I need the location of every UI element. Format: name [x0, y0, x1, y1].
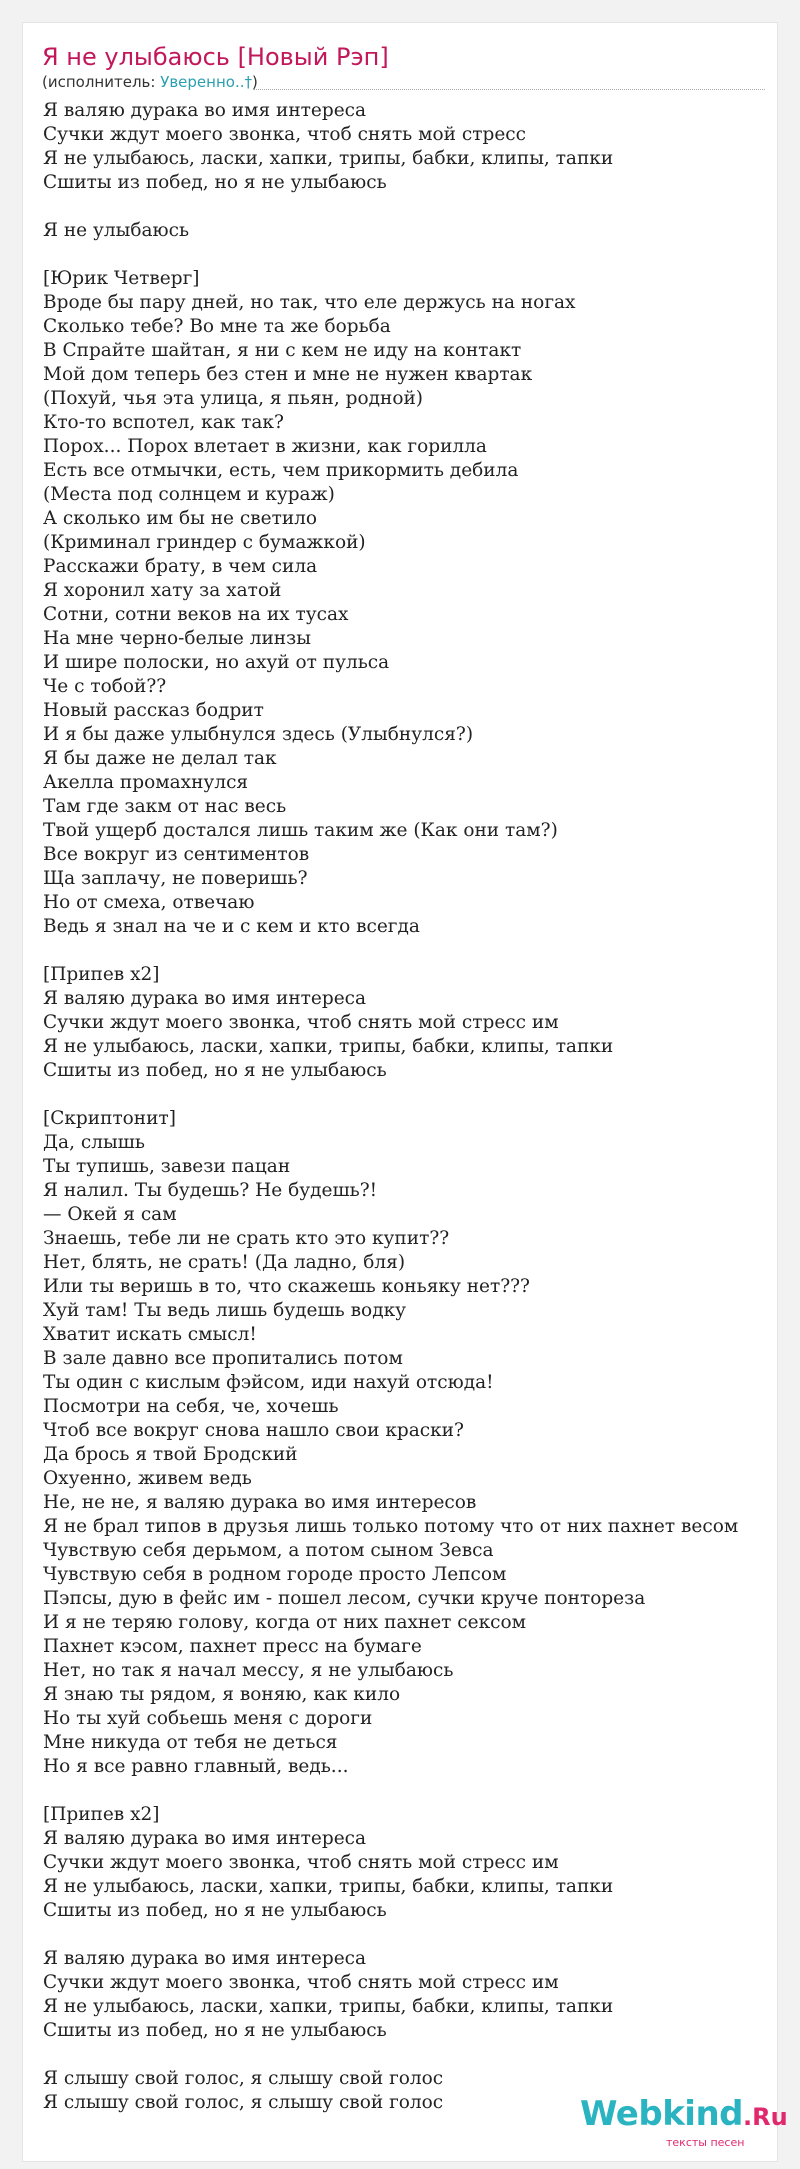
- lyric-line: Расскажи брату, в чем сила: [43, 556, 318, 577]
- lyric-line: Порох... Порох влетает в жизни, как горилла: [43, 436, 487, 457]
- lyric-line: Охуенно, живем ведь: [43, 1468, 252, 1489]
- lyrics-body: [43, 99, 773, 2115]
- lyric-line: Сшиты из побед, но я не улыбаюсь: [43, 1900, 387, 1921]
- lyric-line: Хуй там! Ты ведь лишь будешь водку: [43, 1300, 407, 1321]
- lyric-line: Вроде бы пару дней, но так, что еле держусь на ногах: [43, 292, 576, 313]
- lyric-line: Все вокруг из сентиментов: [43, 844, 310, 865]
- lyric-line: Сотни, сотни веков на их тусах: [43, 604, 349, 625]
- song-title: Я не улыбаюсь [Новый Рэп]: [42, 43, 389, 71]
- lyric-line: Ща заплачу, не поверишь?: [43, 868, 308, 889]
- lyric-line: И шире полоски, но ахуй от пульса: [43, 652, 390, 673]
- lyric-line: Сучки ждут моего звонка, чтоб снять мой стресс: [43, 124, 526, 145]
- lyric-line: Новый рассказ бодрит: [43, 700, 264, 721]
- lyric-line: Есть все отмычки, есть, чем прикормить дебила: [43, 460, 519, 481]
- lyric-line: Я слышу свой голос, я слышу свой голос: [43, 2068, 444, 2089]
- logo-main-text: Webkind: [580, 2094, 743, 2134]
- lyric-line: А сколько им бы не светило: [43, 508, 318, 529]
- lyric-line: Я валяю дурака во имя интереса: [43, 100, 367, 121]
- stanza-break: [43, 1083, 773, 1107]
- lyric-line: [Скриптонит]: [43, 1108, 176, 1129]
- lyric-line: Я не улыбаюсь, ласки, хапки, трипы, бабки, клипы, тапки: [43, 1996, 614, 2017]
- lyric-line: Сучки ждут моего звонка, чтоб снять мой стресс им: [43, 1012, 559, 1033]
- lyric-line: Я валяю дурака во имя интереса: [43, 1828, 367, 1849]
- lyric-line: Сшиты из побед, но я не улыбаюсь: [43, 1060, 387, 1081]
- lyric-line: Акелла промахнулся: [43, 772, 249, 793]
- lyric-line: Чувствую себя дерьмом, а потом сыном Зевса: [43, 1540, 494, 1561]
- artist-prefix: (исполнитель:: [42, 73, 161, 91]
- lyric-line: Кто-то вспотел, как так?: [43, 412, 284, 433]
- logo-tagline: тексты песен: [666, 2136, 745, 2149]
- lyric-line: Я бы даже не делал так: [43, 748, 277, 769]
- lyric-line: Хватит искать смысл!: [43, 1324, 257, 1345]
- lyric-line: Я слышу свой голос, я слышу свой голос: [43, 2092, 444, 2113]
- lyric-line: Знаешь, тебе ли не срать кто это купит??: [43, 1228, 450, 1249]
- lyric-line: Пэпсы, дую в фейс им - пошел лесом, сучки круче понтореза: [43, 1588, 646, 1609]
- lyric-line: И я бы даже улыбнулся здесь (Улыбнулся?): [43, 724, 474, 745]
- lyric-line: Я не брал типов в друзья лишь только потому что от них пахнет весом: [43, 1516, 739, 1537]
- lyric-line: Или ты веришь в то, что скажешь коньяку нет???: [43, 1276, 530, 1297]
- lyric-line: — Окей я сам: [43, 1204, 177, 1225]
- lyric-line: Но от смеха, отвечаю: [43, 892, 255, 913]
- lyric-line: Сучки ждут моего звонка, чтоб снять мой стресс им: [43, 1972, 559, 1993]
- lyric-line: Мой дом теперь без стен и мне не нужен квартак: [43, 364, 533, 385]
- stanza-break: [43, 195, 773, 219]
- lyric-line: Там где закм от нас весь: [43, 796, 287, 817]
- lyric-line: Я не улыбаюсь, ласки, хапки, трипы, бабки, клипы, тапки: [43, 148, 614, 169]
- lyric-line: [Припев x2]: [43, 1804, 160, 1825]
- dotted-divider: [253, 89, 765, 90]
- lyric-line: В зале давно все пропитались потом: [43, 1348, 403, 1369]
- lyric-line: Ты тупишь, завези пацан: [43, 1156, 291, 1177]
- lyric-line: Чувствую себя в родном городе просто Лепсом: [43, 1564, 507, 1585]
- lyric-line: Я валяю дурака во имя интереса: [43, 988, 367, 1009]
- lyric-line: Я налил. Ты будешь? Не будешь?!: [43, 1180, 378, 1201]
- stanza-break: [43, 1923, 773, 1947]
- lyric-line: Я не улыбаюсь: [43, 220, 190, 241]
- lyric-line: Я валяю дурака во имя интереса: [43, 1948, 367, 1969]
- lyric-line: Посмотри на себя, че, хочешь: [43, 1396, 339, 1417]
- lyric-line: Я хоронил хату за хатой: [43, 580, 282, 601]
- lyric-line: На мне черно-белые линзы: [43, 628, 311, 649]
- lyric-line: Сколько тебе? Во мне та же борьба: [43, 316, 391, 337]
- lyrics-card: [22, 22, 778, 2162]
- lyric-line: Нет, но так я начал мессу, я не улыбаюсь: [43, 1660, 454, 1681]
- lyric-line: Твой ущерб достался лишь таким же (Как они там?): [43, 820, 558, 841]
- logo-tld-text: .Ru: [743, 2103, 788, 2131]
- artist-line: [42, 73, 258, 91]
- artist-suffix: ): [252, 73, 258, 91]
- lyric-line: Я знаю ты рядом, я воняю, как кило: [43, 1684, 401, 1705]
- artist-link[interactable]: Уверенно..†: [160, 73, 252, 91]
- lyric-line: Пахнет кэсом, пахнет пресс на бумаге: [43, 1636, 422, 1657]
- stanza-break: [43, 2043, 773, 2067]
- lyric-line: Сшиты из побед, но я не улыбаюсь: [43, 2020, 387, 2041]
- lyric-line: В Спрайте шайтан, я ни с кем не иду на контакт: [43, 340, 522, 361]
- stanza-break: [43, 243, 773, 267]
- lyric-line: Да брось я твой Бродский: [43, 1444, 298, 1465]
- lyric-line: Не, не не, я валяю дурака во имя интересов: [43, 1492, 477, 1513]
- stanza-break: [43, 1779, 773, 1803]
- lyric-line: И я не теряю голову, когда от них пахнет сексом: [43, 1612, 527, 1633]
- lyric-line: Я не улыбаюсь, ласки, хапки, трипы, бабки, клипы, тапки: [43, 1876, 614, 1897]
- lyric-line: Нет, блять, не срать! (Да ладно, бля): [43, 1252, 406, 1273]
- lyric-line: [Юрик Четверг]: [43, 268, 200, 289]
- lyric-line: Но ты хуй собьешь меня с дороги: [43, 1708, 373, 1729]
- lyric-line: Да, слышь: [43, 1132, 145, 1153]
- lyric-line: (Похуй, чья эта улица, я пьян, родной): [43, 388, 424, 409]
- lyric-line: Ты один с кислым фэйсом, иди нахуй отсюда!: [43, 1372, 494, 1393]
- lyric-line: (Криминал гриндер с бумажкой): [43, 532, 366, 553]
- lyric-line: Я не улыбаюсь, ласки, хапки, трипы, бабки, клипы, тапки: [43, 1036, 614, 1057]
- webkind-logo[interactable]: [580, 2094, 788, 2149]
- lyric-line: Ведь я знал на че и с кем и кто всегда: [43, 916, 420, 937]
- lyric-line: [Припев x2]: [43, 964, 160, 985]
- stanza-break: [43, 939, 773, 963]
- lyric-line: Чтоб все вокруг снова нашло свои краски?: [43, 1420, 464, 1441]
- lyric-line: (Места под солнцем и кураж): [43, 484, 335, 505]
- lyric-line: Че с тобой??: [43, 676, 167, 697]
- lyric-line: Сшиты из побед, но я не улыбаюсь: [43, 172, 387, 193]
- lyric-line: Но я все равно главный, ведь...: [43, 1756, 349, 1777]
- lyric-line: Мне никуда от тебя не деться: [43, 1732, 338, 1753]
- lyric-line: Сучки ждут моего звонка, чтоб снять мой стресс им: [43, 1852, 559, 1873]
